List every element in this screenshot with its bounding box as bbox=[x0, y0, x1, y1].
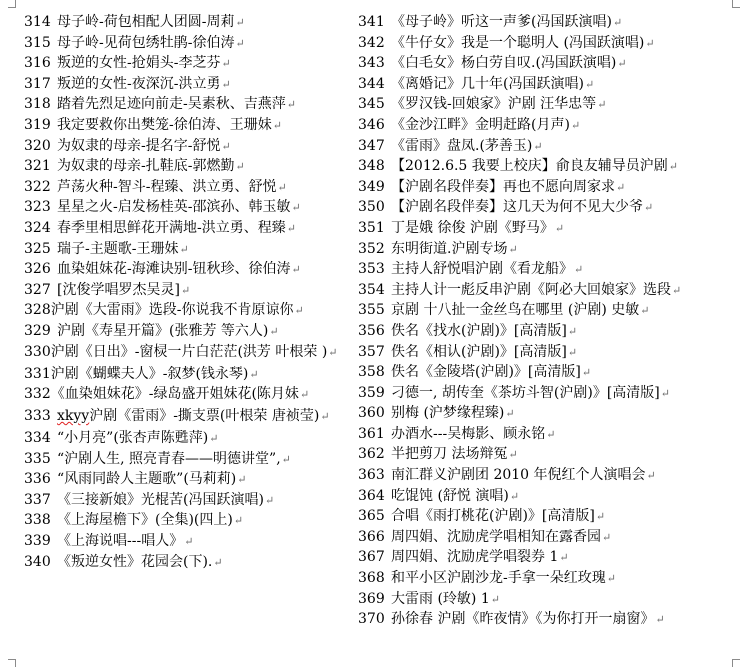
page-corner-mark bbox=[8, 0, 16, 8]
paragraph-mark-icon: ↵ bbox=[272, 118, 282, 132]
list-item bbox=[358, 35, 743, 52]
paragraph-mark-icon: ↵ bbox=[277, 180, 287, 194]
paragraph-mark-icon: ↵ bbox=[281, 452, 291, 466]
paragraph-mark-icon: ↵ bbox=[616, 180, 626, 194]
list-item bbox=[358, 488, 743, 505]
item-number: 346 bbox=[358, 116, 385, 133]
paragraph-mark-icon: ↵ bbox=[209, 432, 219, 446]
list-item bbox=[24, 96, 344, 113]
item-number: 333 bbox=[24, 408, 51, 425]
item-title: 沪剧《大雷雨》选段-你说我不肯原谅你 bbox=[50, 302, 294, 319]
item-title: 主持人计一彪反串沪剧《阿必大回娘家》选段 bbox=[391, 281, 671, 298]
paragraph-mark-icon: ↵ bbox=[184, 535, 194, 549]
item-number: 343 bbox=[358, 55, 385, 72]
item-title: [沈俊学唱罗杰吴灵] bbox=[57, 281, 180, 298]
list-item bbox=[24, 138, 344, 155]
paragraph-mark-icon: ↵ bbox=[179, 242, 189, 256]
page-corner-mark bbox=[732, 0, 740, 8]
paragraph-mark-icon: ↵ bbox=[574, 263, 584, 277]
list-item bbox=[24, 14, 344, 31]
paragraph-mark-icon: ↵ bbox=[294, 304, 304, 318]
item-title: 《上海说唱---唱人》 bbox=[57, 533, 184, 550]
item-number: 367 bbox=[358, 549, 385, 566]
item-number: 357 bbox=[358, 343, 385, 360]
item-title: 沪剧《寿星开篇》(张雅芳 等六人) bbox=[57, 322, 269, 339]
item-title: 吃馄饨 (舒悦 演唱) bbox=[391, 487, 509, 504]
list-item bbox=[358, 55, 743, 72]
paragraph-mark-icon: ↵ bbox=[546, 427, 556, 441]
list-item bbox=[24, 512, 344, 529]
list-item bbox=[24, 408, 344, 425]
item-number: 352 bbox=[358, 240, 385, 257]
item-title: 半把剪刀 法场辩冤 bbox=[391, 446, 508, 463]
paragraph-mark-icon: ↵ bbox=[291, 201, 301, 215]
item-number: 323 bbox=[24, 199, 51, 216]
list-item bbox=[24, 323, 344, 340]
paragraph-mark-icon: ↵ bbox=[221, 57, 231, 71]
item-number: 347 bbox=[358, 137, 385, 154]
list-item bbox=[24, 35, 344, 52]
item-title: “风雨同龄人主题歌”(马莉莉) bbox=[57, 471, 237, 488]
item-title: 刁德一, 胡传奎《茶坊斗智(沪剧)》[高清版] bbox=[391, 384, 660, 401]
list-item bbox=[358, 76, 743, 93]
item-title: 南汇群义沪剧团 2010 年倪红个人演唱会 bbox=[391, 467, 646, 484]
paragraph-mark-icon: ↵ bbox=[249, 367, 259, 381]
item-title: 星星之火-启发杨桂英-邵滨孙、韩玉敏 bbox=[57, 199, 291, 216]
item-number: 335 bbox=[24, 450, 51, 467]
item-title: 《罗汉钱-回娘家》沪剧 汪华忠等 bbox=[391, 96, 597, 113]
item-title: 东明街道.沪剧专场 bbox=[391, 240, 508, 257]
list-item bbox=[358, 179, 743, 196]
item-title: 《金沙江畔》金明赶路(月声) bbox=[391, 116, 570, 133]
paragraph-mark-icon: ↵ bbox=[235, 16, 245, 29]
list-item bbox=[358, 14, 743, 31]
item-number: 342 bbox=[358, 34, 385, 51]
item-number: 359 bbox=[358, 384, 385, 401]
list-item bbox=[24, 386, 344, 403]
item-title: 血染姐妹花-海滩诀别-钮秋珍、徐伯涛 bbox=[57, 261, 291, 278]
page-corner-mark bbox=[8, 659, 16, 667]
paragraph-mark-icon: ↵ bbox=[597, 98, 607, 112]
list-item bbox=[358, 117, 743, 134]
item-title: 《离婚记》几十年(冯国跃演唱) bbox=[391, 75, 584, 92]
paragraph-mark-icon: ↵ bbox=[269, 324, 279, 338]
item-title: 《叛逆女性》花园会(下). bbox=[57, 553, 213, 570]
item-title: “沪剧人生, 照亮青春——明德讲堂”, bbox=[57, 450, 281, 467]
item-title: 《三接新娘》光棍苦(冯国跃演唱) bbox=[57, 491, 264, 508]
item-title: 大雷雨 (玲敏) 1 bbox=[391, 590, 490, 607]
item-number: 318 bbox=[24, 96, 51, 113]
list-item bbox=[358, 549, 743, 566]
list-item bbox=[358, 529, 743, 546]
paragraph-mark-icon: ↵ bbox=[221, 139, 231, 153]
item-number: 325 bbox=[24, 240, 51, 257]
item-number: 345 bbox=[358, 96, 385, 113]
item-prefix: xkyy bbox=[57, 408, 90, 425]
item-title: 叛逆的女性-抢娟头-李芝芬 bbox=[57, 55, 221, 72]
paragraph-mark-icon: ↵ bbox=[602, 530, 612, 544]
item-number: 364 bbox=[358, 487, 385, 504]
list-item bbox=[358, 282, 743, 299]
item-number: 319 bbox=[24, 116, 51, 133]
paragraph-mark-icon: ↵ bbox=[505, 407, 515, 421]
paragraph-mark-icon: ↵ bbox=[646, 469, 656, 483]
list-item bbox=[358, 611, 743, 628]
item-title: 和平小区沪剧沙龙-手拿一朵红玫瑰 bbox=[391, 570, 606, 587]
paragraph-mark-icon: ↵ bbox=[320, 410, 330, 424]
list-item bbox=[358, 261, 743, 278]
paragraph-mark-icon: ↵ bbox=[567, 345, 578, 359]
item-title: 《血染姐妹花》-绿岛盛开姐妹花(陈月妹 bbox=[50, 386, 299, 403]
item-title: 《母子岭》听这一声爹(冯国跃演唱) bbox=[391, 14, 612, 30]
paragraph-mark-icon: ↵ bbox=[644, 201, 654, 215]
item-number: 358 bbox=[358, 364, 385, 381]
list-item bbox=[358, 241, 743, 258]
item-title: 母子岭-荷包相配人团圆-周莉 bbox=[57, 14, 235, 30]
item-number: 350 bbox=[358, 199, 385, 216]
item-number: 366 bbox=[358, 528, 385, 545]
paragraph-mark-icon: ↵ bbox=[640, 304, 650, 318]
item-number: 340 bbox=[24, 553, 51, 570]
item-number: 368 bbox=[358, 570, 385, 587]
item-number: 316 bbox=[24, 55, 51, 72]
list-item bbox=[24, 282, 344, 299]
paragraph-mark-icon: ↵ bbox=[606, 572, 616, 586]
list-item bbox=[24, 366, 344, 383]
list-item bbox=[358, 302, 743, 319]
paragraph-mark-icon: ↵ bbox=[595, 510, 606, 524]
list-item bbox=[358, 138, 743, 155]
item-number: 331 bbox=[24, 365, 51, 382]
item-title: 《上海屋檐下》(全集)(四上) bbox=[57, 512, 233, 529]
item-title: 我定要救你出樊笼-徐伯涛、王珊妹 bbox=[57, 116, 272, 133]
item-title: 踏着先烈足迹向前走-吴素秋、吉燕萍 bbox=[57, 96, 286, 113]
item-number: 320 bbox=[24, 137, 51, 154]
paragraph-mark-icon: ↵ bbox=[180, 283, 191, 297]
paragraph-mark-icon: ↵ bbox=[221, 77, 231, 91]
item-number: 362 bbox=[358, 446, 385, 463]
list-item bbox=[358, 385, 743, 402]
item-number: 354 bbox=[358, 281, 385, 298]
list-item bbox=[24, 492, 344, 509]
item-number: 361 bbox=[358, 425, 385, 442]
list-item bbox=[24, 554, 344, 571]
list-item bbox=[24, 55, 344, 72]
item-number: 314 bbox=[24, 14, 51, 30]
paragraph-mark-icon: ↵ bbox=[655, 613, 665, 627]
item-number: 338 bbox=[24, 512, 51, 529]
item-number: 356 bbox=[358, 322, 385, 339]
list-item bbox=[24, 158, 344, 175]
item-title: 《白毛女》杨白劳自叹.(冯国跃演唱) bbox=[391, 55, 617, 72]
page-corner-mark bbox=[732, 659, 740, 667]
item-number: 348 bbox=[358, 158, 385, 175]
item-title: 佚名《相认(沪剧)》[高清版] bbox=[391, 343, 567, 360]
paragraph-mark-icon: ↵ bbox=[554, 221, 565, 235]
paragraph-mark-icon: ↵ bbox=[291, 263, 301, 277]
item-number: 324 bbox=[24, 219, 51, 236]
item-title: 叛逆的女性-夜深沉-洪立勇 bbox=[57, 75, 221, 92]
item-title: 孙徐春 沪剧《昨夜情》《为你打开一扇窗》 bbox=[391, 611, 655, 628]
list-item bbox=[24, 179, 344, 196]
item-number: 369 bbox=[358, 590, 385, 607]
paragraph-mark-icon: ↵ bbox=[570, 118, 581, 132]
paragraph-mark-icon: ↵ bbox=[264, 493, 275, 507]
list-item bbox=[358, 405, 743, 422]
list-item bbox=[358, 323, 743, 340]
item-title: 【沪剧名段伴奏】这几天为何不见大少爷 bbox=[391, 199, 643, 216]
list-item bbox=[358, 158, 743, 175]
item-title: 瑞子-主题歌-王珊妹 bbox=[57, 240, 179, 257]
list-item bbox=[358, 570, 743, 587]
list-item bbox=[24, 76, 344, 93]
paragraph-mark-icon: ↵ bbox=[584, 77, 595, 91]
item-title: 为奴隶的母亲-提名字-舒悦 bbox=[57, 137, 221, 154]
left-column-list bbox=[24, 14, 344, 574]
list-item bbox=[24, 471, 344, 488]
item-number: 363 bbox=[358, 467, 385, 484]
item-title: 母子岭-见荷包绣牡鹃-徐伯涛 bbox=[57, 34, 235, 51]
item-number: 329 bbox=[24, 322, 51, 339]
item-number: 339 bbox=[24, 533, 51, 550]
paragraph-mark-icon: ↵ bbox=[299, 388, 310, 402]
item-title: 合唱《雨打桃花(沪剧)》[高清版] bbox=[391, 508, 595, 525]
right-column-list bbox=[358, 14, 743, 632]
list-item bbox=[24, 117, 344, 134]
list-item bbox=[358, 508, 743, 525]
item-number: 341 bbox=[358, 14, 385, 30]
item-number: 360 bbox=[358, 405, 385, 422]
item-number: 315 bbox=[24, 34, 51, 51]
paragraph-mark-icon: ↵ bbox=[328, 345, 338, 359]
item-number: 349 bbox=[358, 178, 385, 195]
paragraph-mark-icon: ↵ bbox=[213, 555, 223, 569]
paragraph-mark-icon: ↵ bbox=[581, 366, 592, 380]
paragraph-mark-icon: ↵ bbox=[286, 221, 296, 235]
paragraph-mark-icon: ↵ bbox=[233, 514, 244, 528]
list-item bbox=[358, 199, 743, 216]
paragraph-mark-icon: ↵ bbox=[490, 592, 500, 606]
item-number: 326 bbox=[24, 261, 51, 278]
list-item bbox=[24, 344, 344, 361]
item-title: 办酒水---吴梅影、顾永铭 bbox=[391, 425, 546, 442]
item-number: 322 bbox=[24, 178, 51, 195]
item-title: 【沪剧名段伴奏】再也不愿向周家求 bbox=[391, 178, 615, 195]
paragraph-mark-icon: ↵ bbox=[672, 283, 682, 297]
paragraph-mark-icon: ↵ bbox=[660, 386, 670, 400]
list-item bbox=[358, 467, 743, 484]
paragraph-mark-icon: ↵ bbox=[567, 324, 578, 338]
item-number: 365 bbox=[358, 508, 385, 525]
item-number: 337 bbox=[24, 491, 51, 508]
item-number: 336 bbox=[24, 471, 51, 488]
item-title: 《牛仔女》我是一个聪明人 (冯国跃演唱) bbox=[391, 34, 645, 51]
list-item bbox=[24, 199, 344, 216]
item-title: “小月亮”(张杏声陈甦萍) bbox=[57, 430, 209, 447]
list-item bbox=[24, 451, 344, 468]
list-item bbox=[24, 241, 344, 258]
item-title: 沪剧《日出》-窗棂一片白茫茫(洪芳 叶根荣 ) bbox=[50, 343, 328, 360]
item-title: 沪剧《雷雨》-撕支票(叶根荣 唐祯莹) bbox=[89, 408, 320, 425]
item-number: 327 bbox=[24, 281, 51, 298]
paragraph-mark-icon: ↵ bbox=[237, 473, 247, 487]
item-number: 328 bbox=[24, 302, 51, 319]
item-title: 沪剧《蝴蝶夫人》-叙梦(钱永琴) bbox=[50, 365, 249, 382]
paragraph-mark-icon: ↵ bbox=[235, 160, 245, 174]
list-item bbox=[358, 364, 743, 381]
item-title: 别梅 (沪梦缘程臻) bbox=[391, 405, 505, 422]
list-item bbox=[358, 446, 743, 463]
item-title: 佚名《找水(沪剧)》[高清版] bbox=[391, 322, 567, 339]
item-title: 佚名《金陵塔(沪剧)》[高清版] bbox=[391, 364, 581, 381]
item-title: 春季里相思鲜花开满地-洪立勇、程臻 bbox=[57, 219, 286, 236]
item-number: 355 bbox=[358, 302, 385, 319]
list-item bbox=[358, 591, 743, 608]
paragraph-mark-icon: ↵ bbox=[668, 160, 679, 174]
paragraph-mark-icon: ↵ bbox=[612, 16, 623, 29]
item-title: 《雷雨》盘凤.(茅善玉) bbox=[391, 137, 533, 154]
paragraph-mark-icon: ↵ bbox=[559, 551, 569, 565]
paragraph-mark-icon: ↵ bbox=[235, 36, 245, 50]
item-title: 主持人舒悦唱沪剧《看龙船》 bbox=[391, 261, 573, 278]
item-title: 芦荡火种-智斗-程臻、洪立勇、舒悦 bbox=[57, 178, 277, 195]
list-item bbox=[24, 302, 344, 319]
item-title: 丁是娥 徐俊 沪剧《野马》 bbox=[391, 219, 554, 236]
list-item bbox=[358, 220, 743, 237]
list-item bbox=[24, 533, 344, 550]
list-item bbox=[24, 220, 344, 237]
item-number: 344 bbox=[358, 75, 385, 92]
list-item bbox=[358, 344, 743, 361]
item-number: 353 bbox=[358, 261, 385, 278]
item-number: 317 bbox=[24, 75, 51, 92]
item-title: 为奴隶的母亲-扎鞋底-郭燃勤 bbox=[57, 158, 235, 175]
item-title: 【2012.6.5 我要上校庆】俞良友辅导员沪剧 bbox=[391, 158, 668, 175]
item-number: 321 bbox=[24, 158, 51, 175]
item-number: 330 bbox=[24, 343, 51, 360]
list-item bbox=[24, 261, 344, 278]
item-number: 351 bbox=[358, 219, 385, 236]
paragraph-mark-icon: ↵ bbox=[508, 448, 518, 462]
item-number: 334 bbox=[24, 430, 51, 447]
list-item bbox=[358, 96, 743, 113]
list-item bbox=[24, 430, 344, 447]
item-title: 周四娟、沈励虎学唱裂券 1 bbox=[391, 549, 559, 566]
paragraph-mark-icon: ↵ bbox=[509, 489, 520, 503]
paragraph-mark-icon: ↵ bbox=[617, 57, 627, 71]
paragraph-mark-icon: ↵ bbox=[508, 242, 518, 256]
item-title: 京剧 十八扯一金丝鸟在哪里 (沪剧) 史敏 bbox=[391, 302, 640, 319]
paragraph-mark-icon: ↵ bbox=[286, 98, 296, 112]
paragraph-mark-icon: ↵ bbox=[533, 139, 543, 153]
item-number: 370 bbox=[358, 611, 385, 628]
list-item bbox=[358, 426, 743, 443]
item-number: 332 bbox=[24, 386, 51, 403]
paragraph-mark-icon: ↵ bbox=[645, 36, 655, 50]
item-title: 周四娟、沈励虎学唱相知在露香园 bbox=[391, 528, 601, 545]
